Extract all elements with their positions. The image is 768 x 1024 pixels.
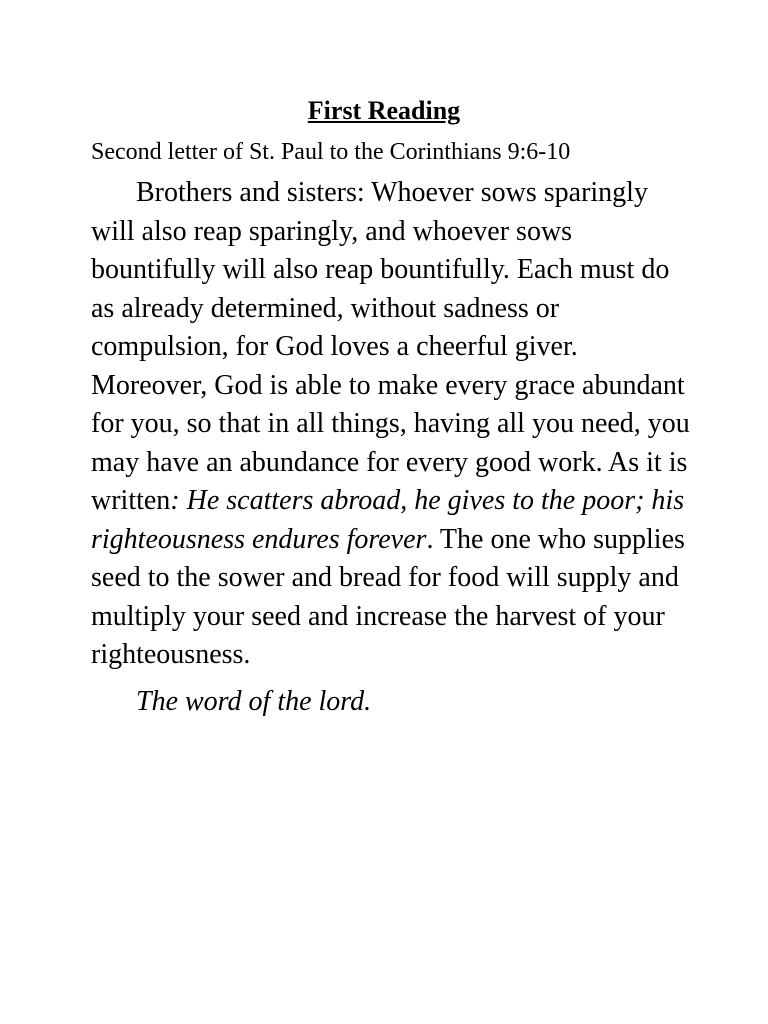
reading-title: First Reading — [307, 96, 461, 125]
reading-body-text: Brothers and sisters: Whoever sows sparingly will also reap sparingly, and whoever sows bountifully will also reap bountifully. Each must do as already determined, without sadness or compulsion, for God loves a cheerful giver. Moreover, God is able to make every grace abundant for you, so that in all things, having all you need, you may have an abundance for every good work. As it is written — [91, 177, 690, 516]
reading-body-colon: : — [170, 485, 180, 516]
reading-page — [91, 94, 691, 721]
reading-body — [91, 174, 691, 675]
scripture-quote: He scatters abroad, he gives to the poor; his righteousness endures forever — [91, 485, 685, 555]
scripture-citation: Second letter of St. Paul to the Corinthians 9:6-10 — [91, 139, 571, 165]
reading-body-continuation: . The one who supplies seed to the sower and bread for food will supply and multiply your seed and increase the harvest of your righteousness. — [91, 523, 685, 670]
closing-acclamation: The word of the lord. — [136, 685, 372, 717]
